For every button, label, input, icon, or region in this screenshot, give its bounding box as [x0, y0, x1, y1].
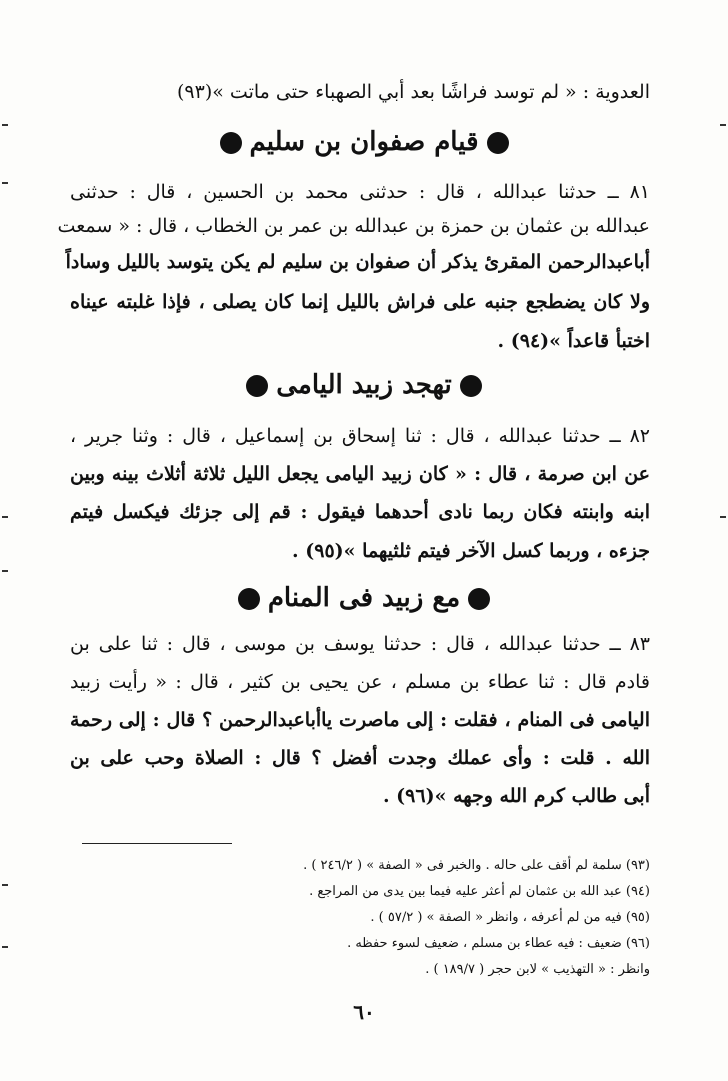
bullet-icon [460, 375, 482, 397]
footnote: (٩٤) عبد الله بن عثمان لم أعثر عليه فيما بين يدى من المراجع . [309, 884, 650, 899]
footnote: وانظر : « التهذيب » لابن حجر ( ١٨٩/٧ ) . [425, 962, 650, 977]
footnote: (٩٦) ضعيف : فيه عطاء بن مسلم ، ضعيف لسوء حفظه . [347, 936, 650, 951]
footnote: (٩٥) فيه من لم أعرفه ، وانظر « الصفة » ( ٥٧/٢ ) . [370, 910, 650, 925]
margin-mark [720, 516, 726, 518]
section-heading-zubayd: تهجد زبيد اليامى [0, 365, 728, 405]
text-line: أبى طالب كرم الله وجهه »(٩٦) . [382, 785, 650, 807]
bullet-icon [468, 588, 490, 610]
footnote: (٩٣) سلمة لم أقف على حاله . والخبر فى « الصفة » ( ٢٤٦/٢ ) . [303, 858, 650, 873]
margin-mark [720, 124, 726, 126]
section-heading-safwan: قيام صفوان بن سليم [0, 122, 728, 162]
margin-mark [2, 124, 8, 126]
bullet-icon [220, 132, 242, 154]
text-line: ٨٣ ــ حدثنا عبدالله ، قال : حدثنا يوسف بن موسى ، قال : ثنا على بن [70, 633, 650, 655]
margin-mark [2, 516, 8, 518]
top-line: العدوية : « لم توسد فراشًا بعد أبي الصهباء حتى ماتت »(٩٣) [177, 81, 650, 103]
text-line: قادم قال : ثنا عطاء بن مسلم ، عن يحيى بن كثير ، قال : « رأيت زبيد [70, 671, 650, 693]
margin-mark [2, 884, 8, 886]
text-line: اختبأ قاعداً »(٩٤) . [497, 330, 650, 352]
text-line: اليامى فى المنام ، فقلت : إلى ماصرت ياأباعبدالرحمن ؟ قال : إلى رحمة [70, 709, 650, 731]
text-line: أباعبدالرحمن المقرئ يذكر أن صفوان بن سليم لم يكن يتوسد بالليل وساداً [65, 251, 650, 273]
text-line: عبدالله بن عثمان بن حمزة بن عبدالله بن عمر بن الخطاب ، قال : « سمعت [57, 215, 650, 237]
margin-mark [2, 946, 8, 948]
text-line: جزءه ، وربما كسل الآخر فيتم ثلثيهما »(٩٥) . [292, 540, 650, 562]
text-line: ولا كان يضطجع جنبه على فراش بالليل إنما كان يصلى ، فإذا غلبته عيناه [70, 291, 650, 313]
text-line: ٨١ ــ حدثنا عبدالله ، قال : حدثنى محمد بن الحسين ، قال : حدثنى [70, 181, 650, 203]
margin-mark [2, 570, 8, 572]
text-line: ابنه وابنته فكان ربما نادى أحدهما فيقول : قم إلى جزئك فيكسل فيتم [70, 501, 650, 523]
footnote-divider [82, 843, 232, 844]
bullet-icon [487, 132, 509, 154]
margin-mark [2, 182, 8, 184]
page-number: ٦٠ [353, 1000, 375, 1024]
section-heading-dream: مع زبيد فى المنام [0, 578, 728, 618]
text-line: عن ابن صرمة ، قال : « كان زبيد اليامى يجعل الليل ثلاثة أثلاث بينه وبين [70, 463, 650, 485]
bullet-icon [246, 375, 268, 397]
text-line: الله . قلت : وأى عملك وجدت أفضل ؟ قال : الصلاة وحب على بن [70, 747, 650, 769]
text-line: ٨٢ ــ حدثنا عبدالله ، قال : ثنا إسحاق بن إسماعيل ، قال : وثنا جرير ، [70, 425, 650, 447]
bullet-icon [238, 588, 260, 610]
